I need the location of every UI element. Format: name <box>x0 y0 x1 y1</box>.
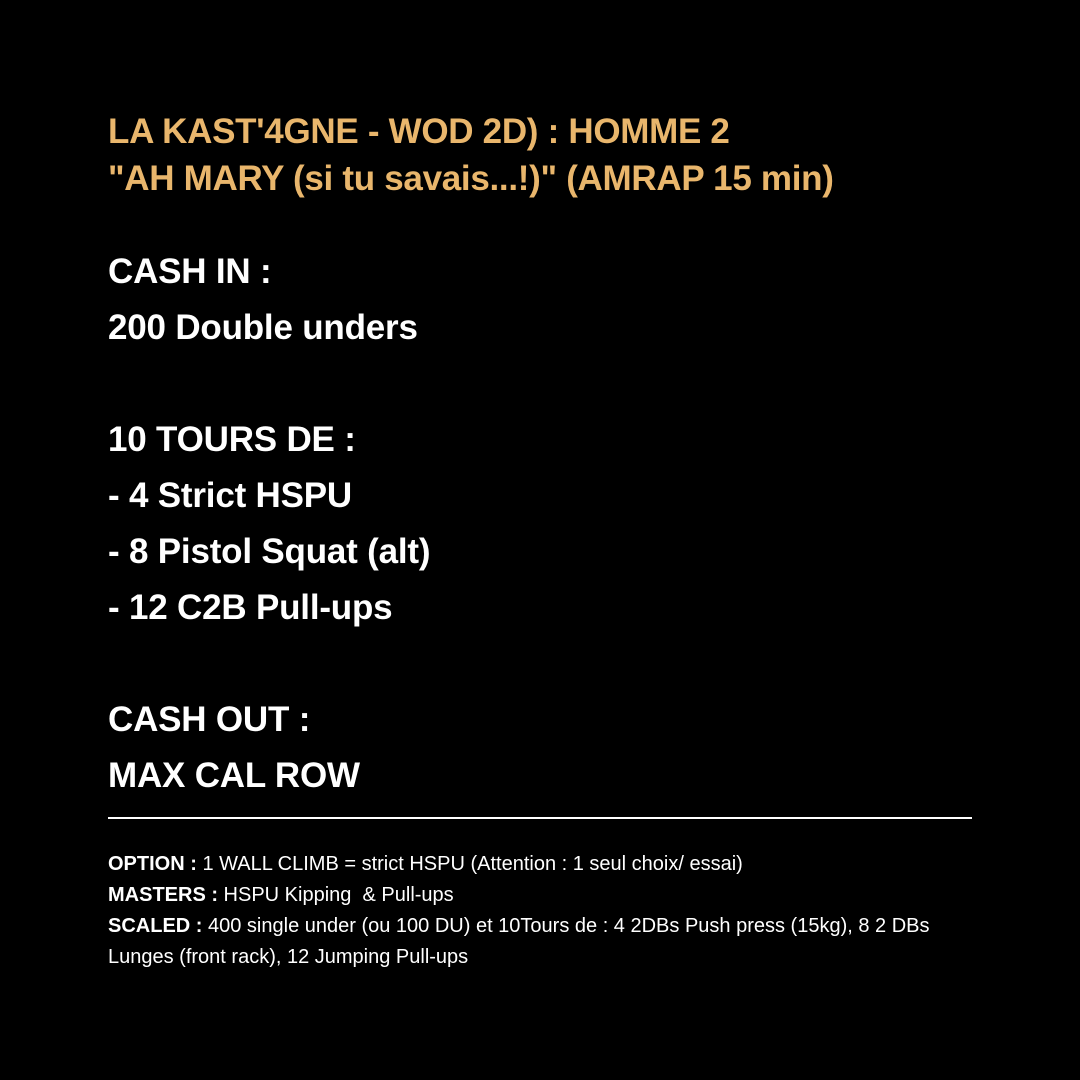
section-spacer <box>108 356 1008 412</box>
workout-description <box>108 244 1008 804</box>
cash-out-value: MAX CAL ROW <box>108 756 360 795</box>
section-spacer <box>108 636 1008 692</box>
notes-section <box>108 849 974 973</box>
divider-line <box>108 817 972 819</box>
title-line-1: LA KAST'4GNE - WOD 2D) : HOMME 2 <box>108 112 730 151</box>
movement-item: - 8 Pistol Squat (alt) <box>108 532 431 571</box>
scaled-note <box>108 911 974 973</box>
cash-in-value: 200 Double unders <box>108 308 418 347</box>
rounds-label: 10 TOURS DE : <box>108 420 356 459</box>
cash-out-label: CASH OUT : <box>108 700 311 739</box>
option-note <box>108 849 974 880</box>
scaled-label: SCALED : <box>108 915 203 937</box>
title-line-2: "AH MARY (si tu savais...!)" (AMRAP 15 min) <box>108 159 834 198</box>
scaled-text: 400 single under (ou 100 DU) et 10Tours de : 4 2DBs Push press (15kg), 8 2 DBs Lunges (front rack), 12 Jumping Pull-ups <box>108 915 936 968</box>
option-text: 1 WALL CLIMB = strict HSPU (Attention : 1 seul choix/ essai) <box>196 853 743 875</box>
movement-item: - 4 Strict HSPU <box>108 476 352 515</box>
wod-title <box>108 108 1008 202</box>
masters-note <box>108 880 974 911</box>
movement-item: - 12 C2B Pull-ups <box>108 588 393 627</box>
cash-in-label: CASH IN : <box>108 252 272 291</box>
option-label: OPTION : <box>108 853 197 875</box>
masters-label: MASTERS : <box>108 884 218 906</box>
masters-text: HSPU Kipping & Pull-ups <box>218 884 454 906</box>
